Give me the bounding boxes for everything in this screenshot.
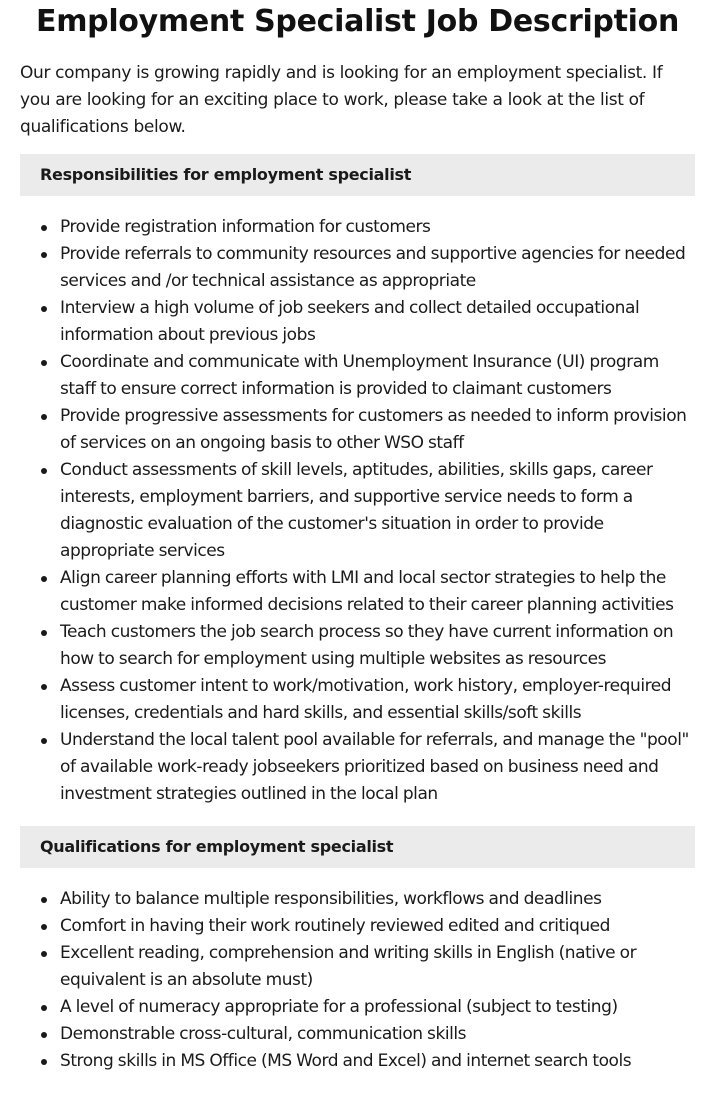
list-item-text: Coordinate and communicate with Unemployment Insurance (UI) program staff to ensure correct information is provided to claimant customers [60,352,659,399]
list-item-text: Align career planning efforts with LMI and local sector strategies to help the customer make informed decisions related to their career planning activities [60,568,674,615]
bullet-icon [41,924,47,930]
bullet-icon [41,576,47,582]
list-item [20,673,695,727]
bullet-icon [41,360,47,366]
intro-paragraph: Our company is growing rapidly and is looking for an employment specialist. If you are looking for an exciting place to work, please take a look at the list of qualifications below. [20,63,663,137]
list-item [20,295,695,349]
bullet-icon [41,414,47,420]
bullet-icon [41,1032,47,1038]
list-item [20,1021,695,1048]
bullet-icon [41,897,47,903]
list-item-text: Provide referrals to community resources and supportive agencies for needed services and /or technical assistance as appropriate [60,244,686,291]
list-item [20,913,695,940]
qualifications-heading: Qualifications for employment specialist [20,826,695,868]
list-item-text: Strong skills in MS Office (MS Word and Excel) and internet search tools [60,1051,632,1071]
list-item-text: Provide progressive assessments for customers as needed to inform provision of services on an ongoing basis to other WSO staff [60,406,687,453]
bullet-icon [41,468,47,474]
list-item [20,940,695,994]
list-item-text: Teach customers the job search process so they have current information on how to search for employment using multiple websites as resources [60,622,674,669]
list-item [20,457,695,565]
qualifications-list [20,886,695,1075]
list-item-text: Comfort in having their work routinely reviewed edited and critiqued [60,916,610,936]
list-item [20,349,695,403]
list-item-text: Conduct assessments of skill levels, aptitudes, abilities, skills gaps, career interests, employment barriers, and supportive service needs to form a diagnostic evaluation of the customer's situation in order to provide appropriate services [60,460,653,561]
list-item-text: A level of numeracy appropriate for a professional (subject to testing) [60,997,618,1017]
bullet-icon [41,306,47,312]
responsibilities-heading: Responsibilities for employment specialist [20,154,695,196]
list-item [20,886,695,913]
list-item-text: Understand the local talent pool available for referrals, and manage the "pool" of available work-ready jobseekers prioritized based on business need and investment strategies outlined in the local plan [60,730,689,804]
bullet-icon [41,630,47,636]
bullet-icon [41,225,47,231]
list-item [20,994,695,1021]
list-item [20,619,695,673]
list-item-text: Provide registration information for customers [60,217,431,237]
bullet-icon [41,252,47,258]
bullet-icon [41,1059,47,1065]
list-item-text: Excellent reading, comprehension and writing skills in English (native or equivalent is an absolute must) [60,943,637,990]
spacer [20,808,695,826]
list-item [20,241,695,295]
responsibilities-list [20,214,695,808]
list-item-text: Ability to balance multiple responsibilities, workflows and deadlines [60,889,602,909]
list-item [20,403,695,457]
list-item [20,565,695,619]
bullet-icon [41,1005,47,1011]
list-item-text: Demonstrable cross-cultural, communication skills [60,1024,467,1044]
list-item-text: Interview a high volume of job seekers and collect detailed occupational information about previous jobs [60,298,640,345]
bullet-icon [41,951,47,957]
bullet-icon [41,684,47,690]
bullet-icon [41,738,47,744]
list-item-text: Assess customer intent to work/motivation, work history, employer-required licenses, credentials and hard skills, and essential skills/soft skills [60,676,672,723]
list-item [20,1048,695,1075]
list-item [20,727,695,808]
page-title: Employment Specialist Job Description [36,4,679,39]
list-item [20,214,695,241]
